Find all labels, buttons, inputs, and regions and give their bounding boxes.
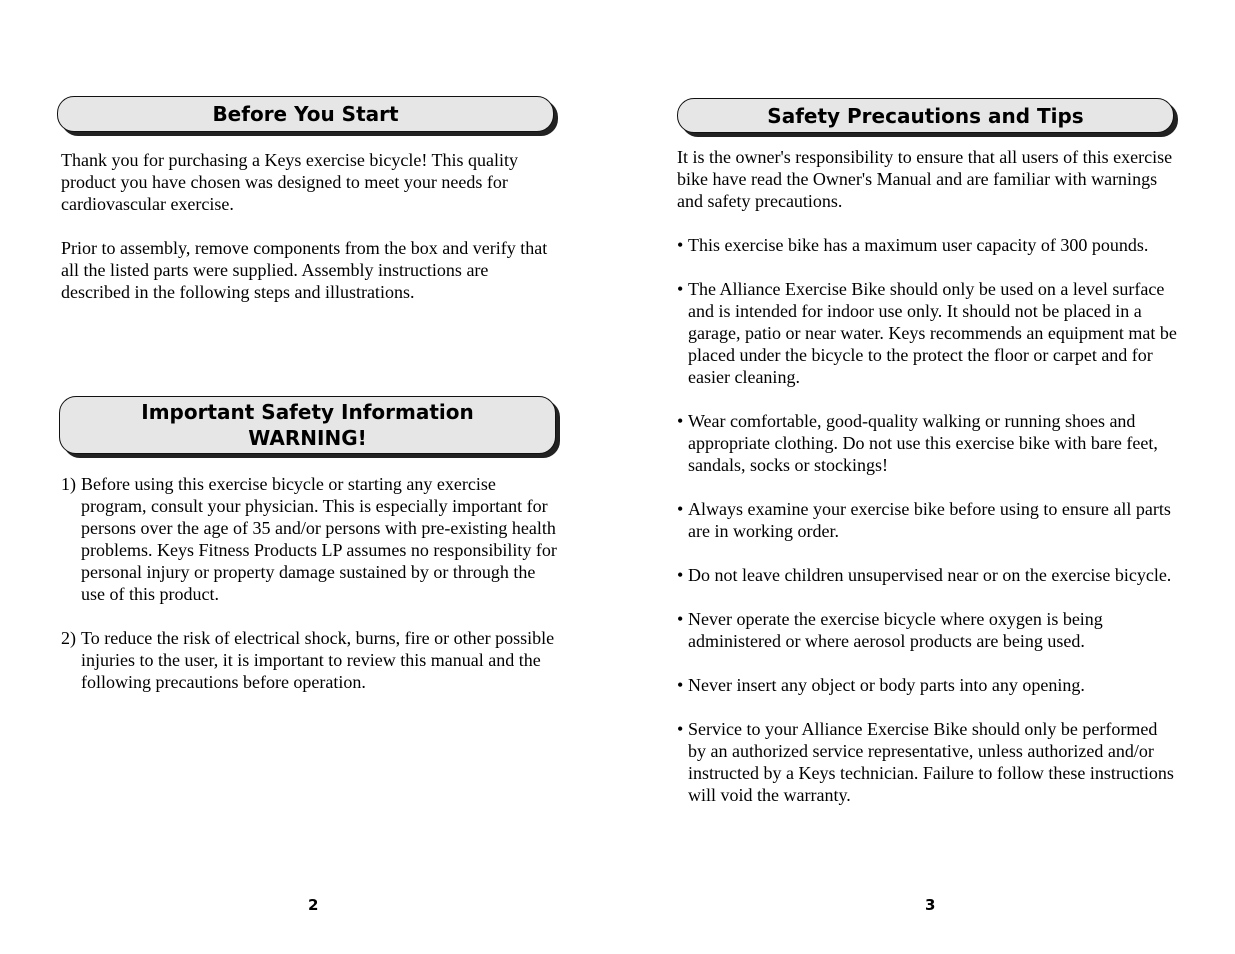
bullet-marker: •: [677, 235, 684, 255]
item-text: Before using this exercise bicycle or starting any exercise program, consult your physician. This is especially important for persons over the age of 35 and/or persons with pre-existing health problems. Keys Fitness Products LP assumes no responsibility for personal injury or property damage sustained by or through the use of this product.: [81, 474, 557, 604]
warning-title: WARNING!: [248, 426, 367, 450]
item-number: 2): [61, 628, 76, 648]
safety-precautions-body: [677, 146, 1177, 806]
important-safety-title: Important Safety Information: [141, 400, 474, 424]
bullet-marker: •: [677, 499, 684, 519]
safety-intro: It is the owner's responsibility to ensure that all users of this exercise bike have read the Owner's Manual and are familiar with warnings and safety precautions.: [677, 147, 1173, 211]
left-page: [0, 0, 617, 954]
important-safety-header: [59, 396, 556, 454]
safety-bullet: [677, 410, 1177, 476]
safety-bullet: [677, 278, 1177, 388]
safety-bullet: [677, 498, 1177, 542]
safety-bullet: [677, 564, 1177, 586]
before-you-start-paragraph: Prior to assembly, remove components from the box and verify that all the listed parts were supplied. Assembly instructions are described in the following steps and illustrations.: [61, 238, 548, 302]
before-you-start-header: [57, 96, 554, 132]
safety-bullet: [677, 674, 1177, 696]
before-you-start-title: Before You Start: [212, 102, 399, 126]
bullet-text: Wear comfortable, good-quality walking or running shoes and appropriate clothing. Do not use this exercise bike with bare feet, sandals, socks or stockings!: [688, 411, 1158, 475]
important-safety-body: [61, 473, 561, 693]
bullet-text: Never insert any object or body parts into any opening.: [688, 675, 1085, 695]
bullet-marker: •: [677, 565, 684, 585]
bullet-marker: •: [677, 675, 684, 695]
bullet-text: Do not leave children unsupervised near or on the exercise bicycle.: [688, 565, 1172, 585]
bullet-text: This exercise bike has a maximum user capacity of 300 pounds.: [688, 235, 1149, 255]
safety-precautions-header: [677, 98, 1174, 133]
bullet-marker: •: [677, 719, 684, 739]
bullet-marker: •: [677, 279, 684, 299]
safety-bullet: [677, 608, 1177, 652]
page-number: 3: [925, 896, 936, 914]
safety-item: [61, 473, 561, 605]
bullet-marker: •: [677, 609, 684, 629]
right-page: [617, 0, 1235, 954]
safety-item: [61, 627, 561, 693]
bullet-text: Never operate the exercise bicycle where oxygen is being administered or where aerosol products are being used.: [688, 609, 1103, 651]
bullet-text: The Alliance Exercise Bike should only be used on a level surface and is intended for indoor use only. It should not be placed in a garage, patio or near water. Keys recommends an equipment mat be placed under the bicycle to the protect the floor or carpet and for easier cleaning.: [688, 279, 1177, 387]
item-text: To reduce the risk of electrical shock, burns, fire or other possible injuries to the user, it is important to review this manual and the following precautions before operation.: [81, 628, 555, 692]
before-you-start-body: [61, 149, 551, 303]
bullet-text: Service to your Alliance Exercise Bike should only be performed by an authorized service representative, unless authorized and/or instructed by a Keys technician. Failure to follow these instructions will void the warranty.: [688, 719, 1174, 805]
bullet-text: Always examine your exercise bike before using to ensure all parts are in working order.: [688, 499, 1171, 541]
safety-bullet: [677, 234, 1177, 256]
before-you-start-paragraph: Thank you for purchasing a Keys exercise bicycle! This quality product you have chosen was designed to meet your needs for cardiovascular exercise.: [61, 150, 519, 214]
bullet-marker: •: [677, 411, 684, 431]
page-number: 2: [308, 896, 319, 914]
safety-precautions-title: Safety Precautions and Tips: [767, 103, 1084, 128]
safety-bullet: [677, 718, 1177, 806]
item-number: 1): [61, 474, 76, 494]
